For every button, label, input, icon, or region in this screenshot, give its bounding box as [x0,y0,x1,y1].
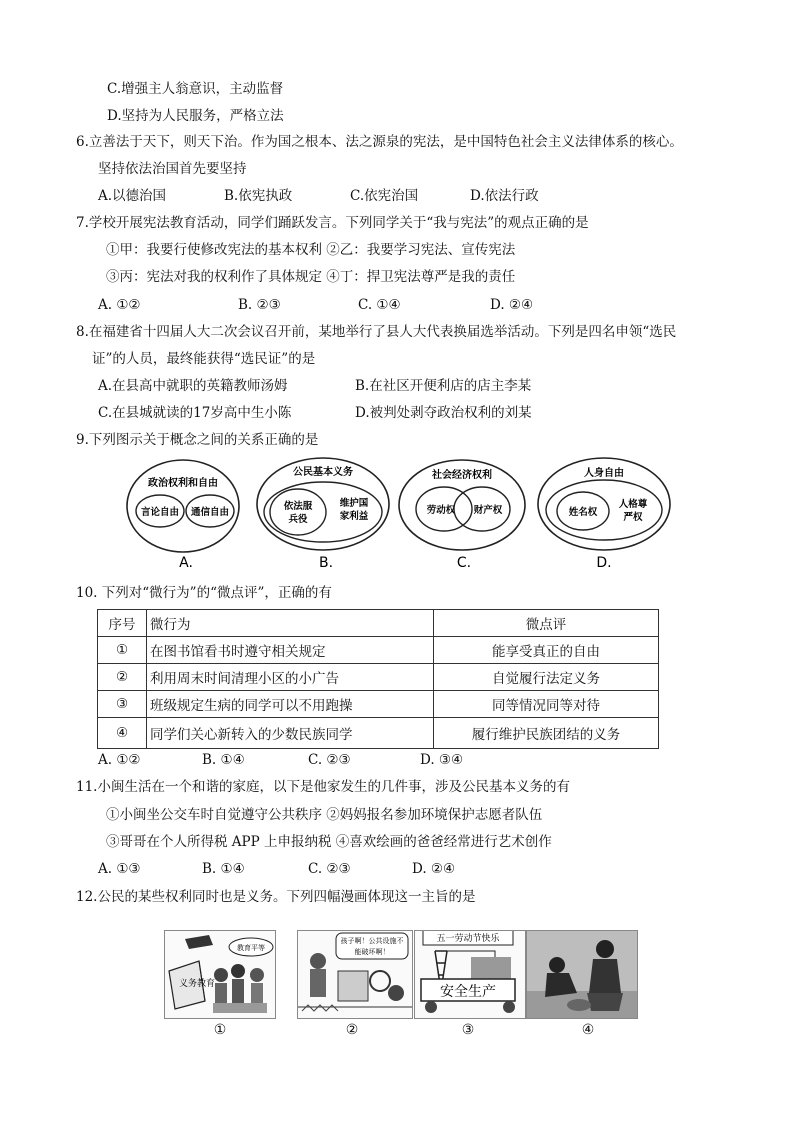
comic-1-illustration [165,931,275,1018]
q7-options [98,296,533,314]
q12-stem: 12.公民的某些权利同时也是义务。下列四幅漫画体现这一主旨的是 [76,889,476,905]
q11-statement-line1: ①小闽坐公交车时自觉遵守公共秩序 ②妈妈报名参加环境保护志愿者队伍 [106,807,543,823]
q11-options [98,860,455,878]
q9c-outer-label: 社会经济权利 [432,470,492,481]
table-cell: 利用周末时间清理小区的小广告 [147,664,434,691]
q9-diagram-d [538,458,670,571]
q10-table [97,609,659,749]
comic-1-book-text: 义务教育 [179,979,216,989]
q9-diagram-svg [126,456,686,571]
q6-stem-line1: 6.立善法于天下，则天下治。作为国之根本、法之源泉的宪法，是中国特色社会主义法律体系的核心。 [76,134,683,150]
q11-option-d: D. ②④ [412,861,456,877]
q7-option-a: A. ①② [98,297,141,313]
comic-2 [297,930,413,1019]
q11-statement-line2: ③哥哥在个人所得税 APP 上申报纳税 ④喜欢绘画的爸爸经常进行艺术创作 [106,834,552,850]
table-row [98,691,659,718]
q11-option-c: C. ②③ [308,861,351,877]
table-header-row [98,610,659,637]
table-cell: 在图书馆看书时遵守相关规定 [147,637,434,664]
comic-4-illustration [527,931,637,1018]
comic-2-bubble-text-1: 孩子啊！公共设施不 [340,937,404,945]
q9b-outer-label: 公民基本义务 [293,467,353,478]
q9b-inner1-label-a: 依法服 [283,501,313,512]
q9a-inner1-label: 言论自由 [140,507,180,518]
comic-2-number: ② [345,1022,359,1038]
q9c-inner1-label: 劳动权 [426,505,456,516]
q7-stem: 7.学校开展宪法教育活动，同学们踊跃发言。下列同学关于“我与宪法”的观点正确的是 [76,215,589,231]
comic-3-sign-text: 安全生产 [440,984,496,1000]
comic-3-number: ③ [461,1022,475,1038]
q9-diagram-c [399,460,525,571]
q9d-outer-label: 人身自由 [584,468,624,479]
q9d-middle-ellipse [546,480,662,540]
q9b-inner1-ellipse [270,489,326,535]
q8-stem-line2: 证”的人员，最终能获得“选民证”的是 [92,351,316,367]
table-row [98,664,659,691]
table-cell: ③ [98,691,147,718]
q8-option-a: A.在县高中就职的英籍教师汤姆 [98,378,288,394]
q9d-inner2-label-a: 人格尊 [618,499,648,510]
table-header-cell: 序号 [98,610,147,637]
q9b-inner2-label-b: 家利益 [339,511,369,522]
comic-3 [414,930,526,1019]
q7-option-c: C. ①④ [358,297,401,313]
q7-option-d: D. ②④ [490,297,534,313]
q9b-inner2-label-a: 维护国 [339,498,369,509]
q9-diagram-b [257,458,389,571]
q9a-outer-label: 政治权利和自由 [148,478,218,489]
q10-option-b: B. ①④ [202,752,245,768]
q10-options [98,751,463,769]
comic-3-banner-text: 五一劳动节快乐 [436,934,500,944]
table-header-cell: 微行为 [147,610,434,637]
comic-1-bubble-text: 教育平等 [237,944,265,952]
q9-diagrams [126,456,686,571]
comic-4 [526,930,638,1019]
q5-option-d: D.坚持为人民服务，严格立法 [107,108,284,124]
q8-stem-line1: 8.在福建省十四届人大二次会议召开前，某地举行了县人大代表换届选举活动。下列是四名申领“选民 [76,324,677,340]
q10-option-a: A. ①② [98,752,141,768]
table-row [98,637,659,664]
q6-option-d: D.依法行政 [470,188,539,204]
q8-option-d: D.被判处剥夺政治权利的刘某 [355,405,532,421]
q9a-letter: A. [179,555,193,571]
q9c-inner2-label: 财产权 [473,505,503,516]
comic-1 [164,930,276,1019]
q6-option-c: C.依宪治国 [350,188,419,204]
comic-3-illustration [415,931,525,1018]
table-header-cell: 微点评 [434,610,659,637]
q7-statement-line1: ①甲：我要行使修改宪法的基本权利 ②乙：我要学习宪法、宣传宪法 [106,242,516,258]
q10-option-c: C. ②③ [308,752,351,768]
q7-statement-line2: ③丙：宪法对我的权利作了具体规定 ④丁：捍卫宪法尊严是我的责任 [106,269,516,285]
comic-2-bubble-text-2: 能破坏啊！ [354,948,390,956]
q6-options [98,187,539,205]
q9-stem: 9.下列图示关于概念之间的关系正确的是 [76,432,319,448]
q9b-inner1-label-b: 兵役 [288,514,308,525]
q6-option-a: A.以德治国 [98,188,167,204]
q9a-inner2-label: 通信自由 [190,507,230,518]
q11-stem: 11.小闽生活在一个和谐的家庭，以下是他家发生的几件事，涉及公民基本义务的有 [76,779,570,795]
q9d-letter: D. [596,555,612,571]
table-row [98,718,659,749]
q6-stem-line2: 坚持依法治国首先要坚持 [98,161,247,177]
q8-option-b: B.在社区开便利店的店主李某 [355,378,532,394]
q6-option-b: B.依宪执政 [224,188,293,204]
table-cell: ① [98,637,147,664]
q5-option-c: C.增强主人翁意识，主动监督 [107,81,284,97]
q9c-letter: C. [456,555,472,571]
table-cell: 同等情况同等对待 [434,691,659,718]
table-cell: ② [98,664,147,691]
q9-diagram-a [127,460,239,571]
table-cell: 自觉履行法定义务 [434,664,659,691]
table-cell: 履行维护民族团结的义务 [434,718,659,749]
q7-option-b: B. ②③ [238,297,281,313]
comic-2-illustration [298,931,412,1018]
q11-option-b: B. ①④ [202,861,245,877]
comic-4-number: ④ [581,1022,595,1038]
table-cell: ④ [98,718,147,749]
q10-stem: 10. 下列对“微行为”的“微点评”，正确的有 [76,585,332,601]
table-cell: 班级规定生病的同学可以不用跑操 [147,691,434,718]
q10-option-d: D. ③④ [420,752,464,768]
q9b-letter: B. [318,555,334,571]
q9d-inner2-label-b: 严权 [623,512,643,523]
q9d-inner1-label: 姓名权 [568,507,598,518]
table-cell: 能享受真正的自由 [434,637,659,664]
table-cell: 同学们关心新转入的少数民族同学 [147,718,434,749]
q12-comics [164,930,634,1038]
q8-option-c: C.在县城就读的17岁高中生小陈 [98,405,292,421]
q11-option-a: A. ①③ [98,861,141,877]
comic-1-number: ① [213,1022,227,1038]
